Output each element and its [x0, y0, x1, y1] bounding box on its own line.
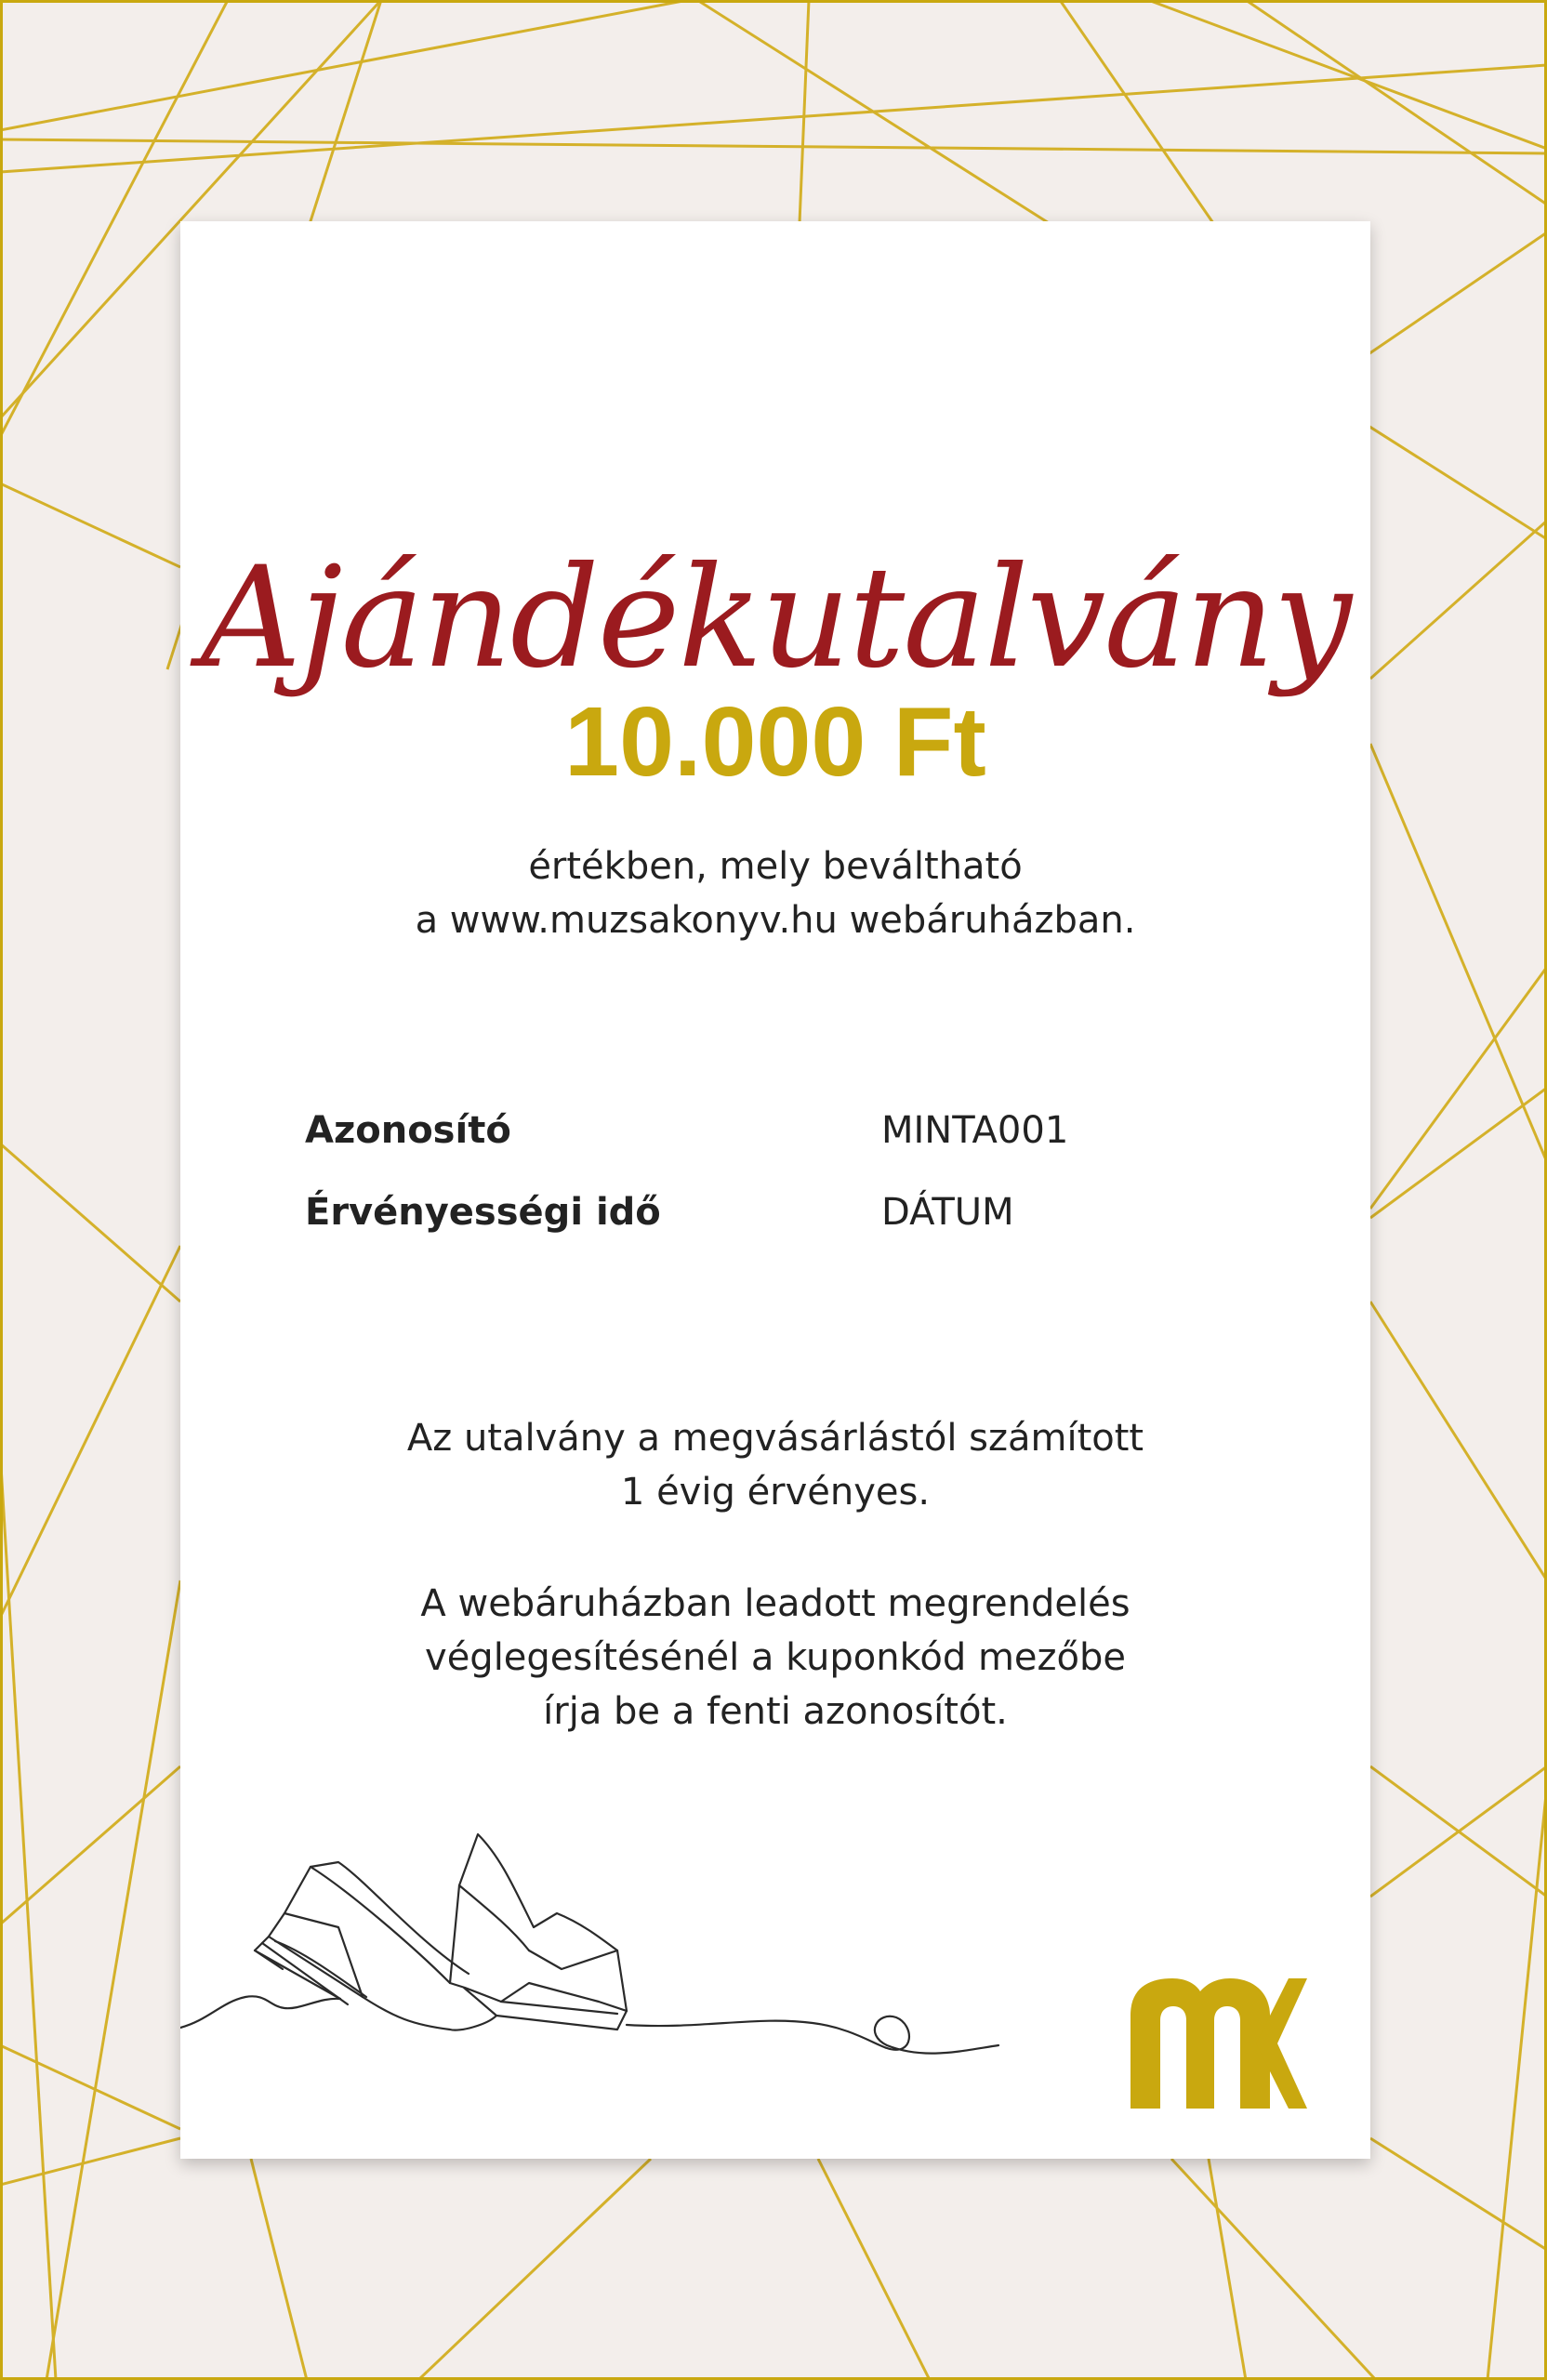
description-line: értékben, mely beváltható	[528, 845, 1023, 888]
voucher-description	[180, 840, 1370, 947]
voucher-card	[180, 221, 1370, 2159]
note-line: 1 évig érvényes.	[620, 1471, 931, 1514]
validity-note	[180, 1411, 1370, 1519]
note-line: írja be a fenti azonosítót.	[543, 1690, 1008, 1733]
mk-logo-icon	[1130, 1978, 1307, 2109]
field-value: DÁTUM	[881, 1191, 1014, 1234]
note-line: Az utalvány a megvásárlástól számított	[406, 1417, 1144, 1460]
description-line: a www.muzsakonyv.hu webáruházban.	[415, 899, 1136, 942]
voucher-amount: 10.000 Ft	[564, 687, 986, 797]
field-row-id	[305, 1109, 1281, 1165]
note-line: A webáruházban leadott megrendelés	[420, 1582, 1130, 1625]
field-label: Azonosító	[305, 1109, 511, 1152]
open-book-line-art-icon	[180, 1802, 1110, 2081]
field-row-validity	[305, 1191, 1281, 1247]
note-line: véglegesítésénél a kuponkód mezőbe	[425, 1636, 1126, 1679]
field-value: MINTA001	[881, 1109, 1069, 1152]
instruction-note	[180, 1577, 1370, 1739]
field-label: Érvényességi idő	[305, 1191, 661, 1234]
voucher-title: Ajándékutalvány	[200, 537, 1351, 699]
